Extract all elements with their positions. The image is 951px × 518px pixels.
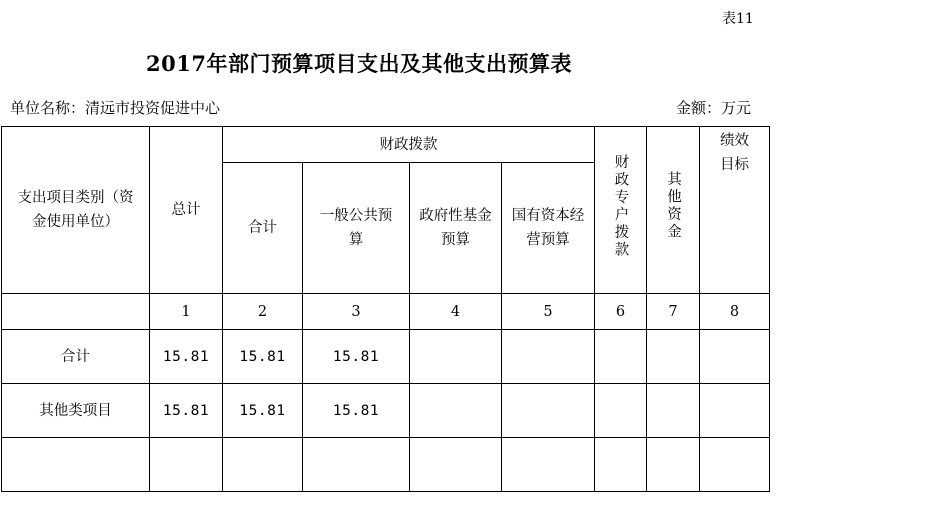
cell-target: [700, 438, 770, 492]
header-special: 财政专户拨款: [595, 127, 647, 294]
cell-special: [595, 438, 647, 492]
cell-total: 15.81: [150, 330, 223, 384]
column-number-blank: [2, 294, 150, 330]
column-number-row: [2, 294, 770, 330]
cell-general: [303, 438, 410, 492]
row-label: [2, 438, 150, 492]
header-total: 总计: [150, 127, 223, 294]
cell-target: [700, 330, 770, 384]
row-label: 其他类项目: [2, 384, 150, 438]
cell-total: [150, 438, 223, 492]
page-title: 2017年部门预算项目支出及其他支出预算表: [146, 51, 572, 76]
column-number: 3: [303, 294, 410, 330]
cell-subtotal: 15.81: [223, 384, 303, 438]
cell-subtotal: 15.81: [223, 330, 303, 384]
column-number: 7: [647, 294, 700, 330]
header-category: 支出项目类别（资金使用单位）: [2, 127, 150, 294]
header-target: 绩效目标: [700, 127, 770, 294]
column-number: 8: [700, 294, 770, 330]
cell-total: 15.81: [150, 384, 223, 438]
amount-unit: 金额：万元: [676, 99, 752, 117]
row-label: 合计: [2, 330, 150, 384]
table-row: [2, 384, 770, 438]
column-number: 2: [223, 294, 303, 330]
cell-gov-fund: [410, 330, 502, 384]
unit-name: 单位名称：清远市投资促进中心: [10, 99, 221, 117]
cell-special: [595, 330, 647, 384]
column-number: 5: [502, 294, 595, 330]
cell-general: 15.81: [303, 330, 410, 384]
cell-other-funds: [647, 438, 700, 492]
column-number: 4: [410, 294, 502, 330]
table-number: 表11: [722, 11, 754, 27]
table-row: [2, 438, 770, 492]
header-other-funds: 其他资金: [647, 127, 700, 294]
cell-other-funds: [647, 330, 700, 384]
header-subtotal: 合计: [223, 163, 303, 294]
cell-other-funds: [647, 384, 700, 438]
cell-target: [700, 384, 770, 438]
header-fiscal: 财政拨款: [223, 127, 595, 163]
cell-state-capital: [502, 384, 595, 438]
cell-special: [595, 384, 647, 438]
budget-table: [1, 126, 770, 492]
cell-gov-fund: [410, 384, 502, 438]
cell-general: 15.81: [303, 384, 410, 438]
column-number: 1: [150, 294, 223, 330]
table-row: [2, 330, 770, 384]
column-number: 6: [595, 294, 647, 330]
header-state-capital: 国有资本经营预算: [502, 163, 595, 294]
cell-state-capital: [502, 438, 595, 492]
cell-gov-fund: [410, 438, 502, 492]
header-gov-fund: 政府性基金预算: [410, 163, 502, 294]
cell-subtotal: [223, 438, 303, 492]
cell-state-capital: [502, 330, 595, 384]
header-general: 一般公共预算: [303, 163, 410, 294]
